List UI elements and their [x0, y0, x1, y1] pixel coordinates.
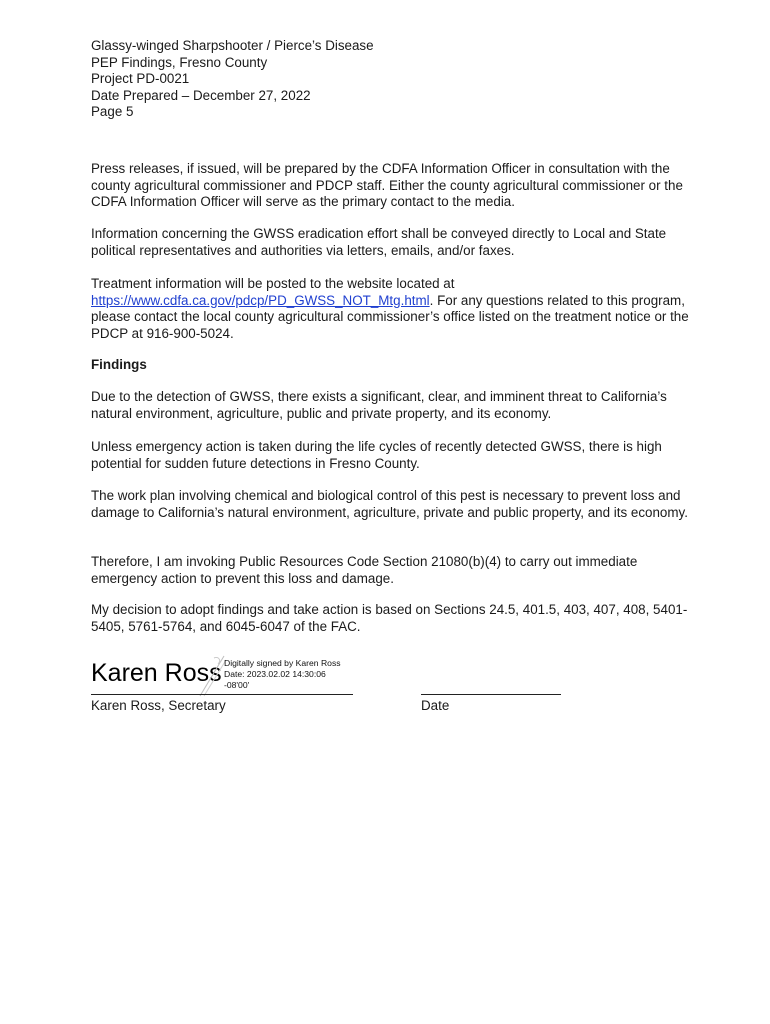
date-caption: Date	[421, 698, 450, 713]
paragraph-treatment	[91, 276, 703, 342]
paragraph-therefore: Therefore, I am invoking Public Resources Code Section 21080(b)(4) to carry out immediate emergency action to prevent this loss and damage.	[91, 554, 638, 586]
header-page-number: Page 5	[91, 104, 134, 120]
signature-line	[91, 694, 353, 695]
digital-signature-timezone: -08'00'	[224, 680, 250, 690]
header-date-prepared: Date Prepared – December 27, 2022	[91, 87, 311, 103]
signature-name: Karen Ross	[91, 659, 222, 687]
treatment-text-intro: Treatment information will be posted to the website located at	[91, 276, 455, 291]
header-title: Glassy-winged Sharpshooter / Pierce’s Disease	[91, 38, 374, 53]
page-header	[91, 38, 374, 121]
treatment-text-contact: . For any questions related to this program, please contact the local county agricultural commissioner’s office listed on the treatment notice or the PDCP at 916-900-5024.	[91, 292, 689, 341]
date-line	[421, 694, 561, 695]
digital-signature-date: Date: 2023.02.02 14:30:06	[224, 669, 326, 679]
header-project: Project PD-0021	[91, 71, 190, 87]
header-subtitle: PEP Findings, Fresno County	[91, 54, 268, 70]
digital-signature-details	[224, 658, 341, 691]
findings-heading: Findings	[91, 357, 147, 372]
signature-caption: Karen Ross, Secretary	[91, 698, 226, 713]
paragraph-decision: My decision to adopt findings and take action is based on Sections 24.5, 401.5, 403, 407, 408, 5401-5405, 5761-5764, and 6045-6047 of the FAC.	[91, 602, 688, 634]
paragraph-work-plan: The work plan involving chemical and biological control of this pest is necessary to prevent loss and damage to California’s natural environment, agriculture, private and public property, and its economy.	[91, 488, 688, 520]
paragraph-press-releases: Press releases, if issued, will be prepared by the CDFA Information Officer in consultation with the county agricultural commissioner and PDCP staff. Either the county agricultural commissioner or the CDFA Information Officer will serve as the primary contact to the media.	[91, 161, 683, 209]
digital-signature-signed-by: Digitally signed by Karen Ross	[224, 658, 341, 668]
paragraph-detection: Due to the detection of GWSS, there exists a significant, clear, and imminent threat to California’s natural environment, agriculture, public and private property, and its economy.	[91, 389, 667, 421]
paragraph-emergency-action: Unless emergency action is taken during the life cycles of recently detected GWSS, there is high potential for sudden future detections in Fresno County.	[91, 439, 662, 471]
treatment-website-link[interactable]: https://www.cdfa.ca.gov/pdcp/PD_GWSS_NOT_Mtg.html	[91, 292, 430, 308]
paragraph-information: Information concerning the GWSS eradication effort shall be conveyed directly to Local and State political representatives and authorities via letters, emails, and/or faxes.	[91, 226, 667, 258]
